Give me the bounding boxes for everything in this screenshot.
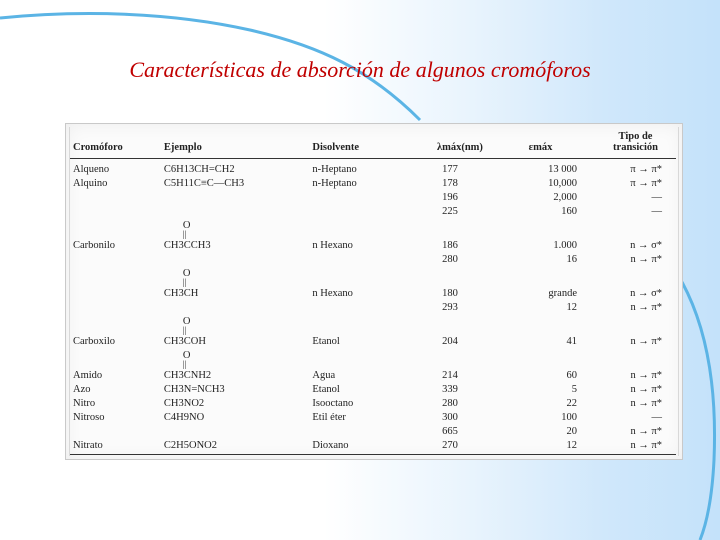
cell-disolvente: Etil éter (312, 412, 346, 423)
cell-disolvente (309, 190, 408, 204)
cell-cromoforo (70, 252, 161, 266)
cell-disolvente: n Hexano (312, 288, 353, 299)
cell-epsilon: 13 000 (548, 164, 577, 175)
table-row-oxo (70, 266, 676, 286)
cell-lambda: 177 (442, 164, 458, 175)
double-bond-mark: || (182, 325, 187, 335)
cell-ejemplo: C5H11C≡C—CH3 (163, 178, 245, 189)
table-row (70, 438, 676, 455)
table-row (70, 176, 676, 190)
cell-cromoforo: Nitrato (70, 438, 161, 455)
table-row (70, 334, 676, 348)
cell-epsilon: 1.000 (553, 240, 577, 251)
cell-ejemplo: C6H13CH=CH2 (163, 164, 235, 175)
cell-disolvente (309, 300, 408, 314)
oxygen-label: O (182, 268, 191, 279)
cell-ejemplo: CH3CCH3 (163, 240, 211, 251)
cell-disolvente (309, 204, 408, 218)
cell-lambda: 214 (442, 370, 458, 381)
table-row (70, 159, 676, 177)
cell-ejemplo: CH3NO2 (163, 398, 205, 409)
cell-ejemplo: CH3CH (163, 288, 199, 299)
cell-epsilon: 2,000 (553, 192, 577, 203)
double-bond-mark: || (182, 277, 187, 287)
header-ejemplo: Ejemplo (161, 128, 309, 159)
table-row (70, 410, 676, 424)
cell-lambda: 180 (442, 288, 458, 299)
cell-disolvente: Dioxano (309, 438, 408, 455)
cell-tipo: n → σ* (630, 240, 662, 251)
table-row-oxo (70, 314, 676, 334)
cell-cromoforo: Nitroso (73, 412, 105, 423)
table-row (70, 382, 676, 396)
cell-cromoforo: Azo (73, 384, 91, 395)
cell-epsilon: 160 (561, 206, 577, 217)
table-header-row (70, 128, 676, 159)
double-bond-mark: || (182, 359, 187, 369)
oxygen-label: O (182, 316, 191, 327)
cell-tipo: n → π* (595, 438, 676, 455)
cell-lambda: 225 (442, 206, 458, 217)
cell-epsilon: 41 (566, 336, 577, 347)
cell-lambda: 186 (442, 240, 458, 251)
cell-cromoforo: Carbonilo (73, 240, 115, 251)
cell-cromoforo: Alqueno (73, 164, 110, 175)
cell-disolvente: Isooctano (312, 398, 354, 409)
cell-epsilon: 22 (566, 398, 577, 409)
cell-ejemplo (161, 204, 309, 218)
oxygen-label: O (182, 350, 191, 361)
table-row-oxo (70, 218, 676, 238)
cell-tipo: n → π* (630, 398, 662, 409)
cell-tipo: n → π* (630, 384, 662, 395)
table-row (70, 424, 676, 438)
cell-lambda: 300 (442, 412, 458, 423)
header-tipo: Tipo de transición (595, 128, 676, 159)
cell-cromoforo: Carboxilo (73, 336, 115, 347)
double-bond-mark: || (182, 229, 187, 239)
cell-lambda: 178 (442, 178, 458, 189)
cell-tipo: n → π* (630, 302, 662, 313)
cell-disolvente: Agua (312, 370, 336, 381)
cell-tipo: n → π* (630, 426, 662, 437)
cell-lambda: 204 (442, 336, 458, 347)
cell-lambda: 339 (442, 384, 458, 395)
cell-cromoforo: Amido (73, 370, 103, 381)
cell-epsilon: 16 (566, 254, 577, 265)
table-row (70, 204, 676, 218)
cell-ejemplo: C4H9NO (163, 412, 205, 423)
cell-cromoforo (70, 300, 161, 314)
cell-epsilon: 10,000 (548, 178, 577, 189)
cell-disolvente: Etanol (312, 336, 340, 347)
table-row (70, 252, 676, 266)
cell-tipo: n → π* (630, 336, 662, 347)
table-body (70, 159, 676, 455)
cell-disolvente: n-Heptano (312, 164, 357, 175)
table-row (70, 396, 676, 410)
cell-tipo: — (651, 206, 662, 217)
cell-tipo: — (651, 192, 662, 203)
cell-lambda: 196 (442, 192, 458, 203)
absorption-table (70, 128, 676, 455)
cell-disolvente: n-Heptano (312, 178, 357, 189)
table-row (70, 238, 676, 252)
cell-ejemplo (161, 252, 309, 266)
cell-disolvente (309, 252, 408, 266)
cell-ejemplo: C2H5ONO2 (161, 438, 309, 455)
cell-cromoforo (70, 286, 161, 300)
cell-epsilon: 12 (486, 438, 595, 455)
cell-tipo: n → σ* (630, 288, 662, 299)
oxygen-label: O (182, 220, 191, 231)
cell-tipo: π → π* (630, 164, 662, 175)
cell-tipo: π → π* (630, 178, 662, 189)
cell-lambda: 293 (442, 302, 458, 313)
cell-cromoforo (70, 204, 161, 218)
cell-cromoforo (70, 424, 161, 438)
cell-cromoforo (70, 190, 161, 204)
cell-lambda: 270 (408, 438, 486, 455)
header-epsilon: εmáx (486, 128, 595, 159)
cell-epsilon: 12 (566, 302, 577, 313)
cell-ejemplo: CH3CNH2 (163, 370, 212, 381)
cell-lambda: 280 (442, 398, 458, 409)
cell-epsilon: 60 (566, 370, 577, 381)
table-row-oxo (70, 348, 676, 368)
header-disolvente: Disolvente (309, 128, 408, 159)
table-row (70, 286, 676, 300)
cell-disolvente (309, 424, 408, 438)
cell-cromoforo: Alquino (73, 178, 108, 189)
slide-title: Características de absorción de algunos cromóforos (129, 57, 591, 82)
cell-epsilon: grande (548, 288, 577, 299)
cell-disolvente: n Hexano (312, 240, 353, 251)
cell-ejemplo: CH3N=NCH3 (163, 384, 225, 395)
cell-epsilon: 20 (566, 426, 577, 437)
cell-ejemplo (161, 190, 309, 204)
cell-tipo: n → π* (630, 370, 662, 381)
cell-tipo: n → π* (630, 254, 662, 265)
cell-cromoforo: Nitro (73, 398, 96, 409)
cell-ejemplo: CH3COH (163, 336, 206, 347)
cell-epsilon: 5 (571, 384, 577, 395)
decorative-curve-right (682, 282, 715, 540)
cell-ejemplo (161, 300, 309, 314)
cell-epsilon: 100 (561, 412, 577, 423)
header-lambda: λmáx(nm) (408, 128, 486, 159)
cell-lambda: 665 (442, 426, 458, 437)
cell-ejemplo (161, 424, 309, 438)
cell-tipo: — (651, 412, 662, 423)
table-row (70, 190, 676, 204)
cell-disolvente: Etanol (312, 384, 340, 395)
cell-lambda: 280 (442, 254, 458, 265)
table-row (70, 368, 676, 382)
absorption-table-image (65, 123, 683, 460)
header-cromoforo: Cromóforo (70, 128, 161, 159)
table-row (70, 300, 676, 314)
